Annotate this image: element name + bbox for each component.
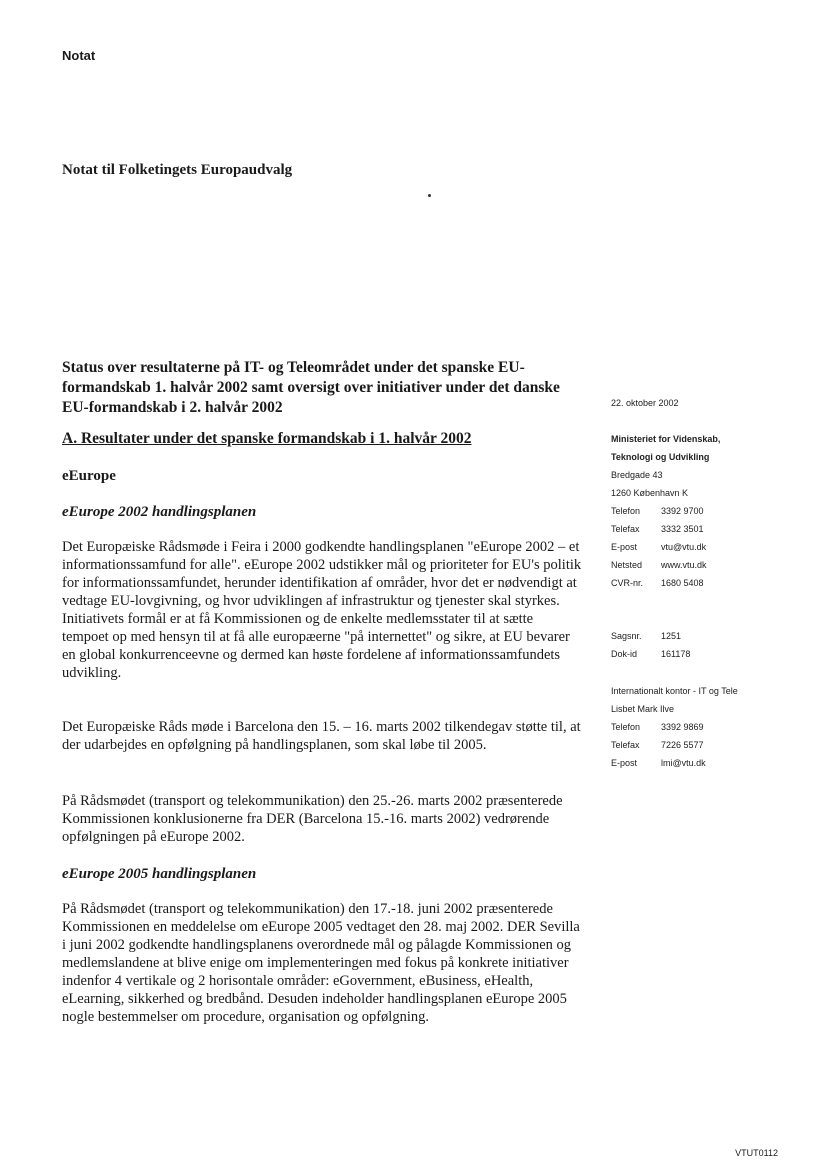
sidebar-person-contact-row [611,719,704,735]
contact-key: E-post [611,758,638,768]
sidebar-ministry-line2: Teknologi og Udvikling [611,452,710,462]
contact-value: 3392 9869 [661,722,704,732]
sidebar-contact-row [611,521,704,537]
sidebar-date: 22. oktober 2002 [611,398,679,408]
contact-key: Telefon [611,506,641,516]
contact-key: Telefax [611,524,640,534]
sidebar-person-contact-row [611,755,706,771]
section-a-heading: A. Resultater under det spanske formandskab i 1. halvår 2002 [62,430,472,447]
contact-value: 1680 5408 [661,578,704,588]
contact-key: Netsted [611,560,643,570]
footer-document-code: VTUT0112 [735,1148,778,1158]
sidebar-address1: Bredgade 43 [611,470,663,480]
sidebar-ref-row [611,628,681,644]
heading-eeurope-2002: eEurope 2002 handlingsplanen [62,504,257,520]
sidebar-contact-row [611,539,706,555]
sidebar-ref-row [611,646,690,662]
contact-key: Telefon [611,722,641,732]
contact-value: 3332 3501 [661,524,704,534]
scan-dot [428,194,431,197]
sidebar-ministry-line1: Ministeriet for Videnskab, [611,434,721,444]
contact-value: vtu@vtu.dk [661,542,707,552]
contact-value: www.vtu.dk [661,560,707,570]
sidebar-person-contact-row [611,737,704,753]
contact-value: lmi@vtu.dk [661,758,706,768]
contact-key: E-post [611,542,638,552]
ref-key: Sagsnr. [611,631,642,641]
header-label: Notat [62,48,96,63]
contact-key: CVR-nr. [611,578,644,588]
contact-key: Telefax [611,740,640,750]
paragraph-1: Det Europæiske Rådsmøde i Feira i 2000 godkendte handlingsplanen "eEurope 2002 – et informationssamfund for alle". eEurope 2002 udstikker mål og prioriteter for EU's politik for informationssamfundet, herunder identifikation af områder, hvor det er nødvendigt at vedtage EU-lovgivning, og hvor udviklingen af infrastruktur og tjenester skal styrkes. Initiativets formål er at få Kommissionen og de enkelte medlemsstater til at sætte tempoet op med hensyn til at få alle europæerne "på internettet" og sikre, at EU bevarer en global konkurrenceevne og dermed kan høste fordelene af informationssamfundets udvikling. [62,539,582,681]
sidebar-person: Lisbet Mark Ilve [611,704,675,714]
sidebar-contact-row [611,503,704,519]
heading-eeurope-2005: eEurope 2005 handlingsplanen [62,866,257,882]
paragraph-4: På Rådsmødet (transport og telekommunikation) den 17.-18. juni 2002 præsenterede Kommissionen en meddelelse om eEurope 2005 vedtaget den 28. maj 2002. DER Sevilla i juni 2002 godkendte handlingsplanens overordnede mål og pålagde Kommissionen og medlemslandene at blive enige om implementeringen med fokus på konkrete initiativer indenfor 4 vertikale og 2 horisontale områder: eGovernment, eBusiness, eHealth, eLearning, sikkerhed og bredbånd. Desuden indeholder handlingsplanen eEurope 2005 nogle bestemmelser om procedure, organisation og opfølgning. [62,901,580,1025]
paragraph-3: På Rådsmødet (transport og telekommunikation) den 25.-26. marts 2002 præsenterede Kommissionen konklusionerne fra DER (Barcelona 15.-16. marts 2002) vedrørende opfølgningen på eEurope 2002. [62,793,563,845]
contact-value: 7226 5577 [661,740,704,750]
paragraph-2: Det Europæiske Råds møde i Barcelona den 15. – 16. marts 2002 tilkendegav støtte til, at der udarbejdes en opfølgning på handlingsplanen, som skal løbe til 2005. [62,719,581,753]
sidebar-contact-row [611,575,704,591]
sidebar-office: Internationalt kontor - IT og Tele [611,686,738,696]
document-title: Status over resultaterne på IT- og Teleområdet under det spanske EU-formandskab 1. halvår 2002 samt oversigt over initiativer under det danske EU-formandskab i 2. halvår 2002 [62,359,560,416]
ref-value: 1251 [661,631,682,641]
sidebar-address2: 1260 København K [611,488,689,498]
document-subtitle: Notat til Folketingets Europaudvalg [62,162,293,178]
ref-value: 161178 [661,649,691,659]
ref-key: Dok-id [611,649,638,659]
subsection-eeurope: eEurope [62,468,116,484]
sidebar-contact-row [611,557,707,573]
contact-value: 3392 9700 [661,506,704,516]
